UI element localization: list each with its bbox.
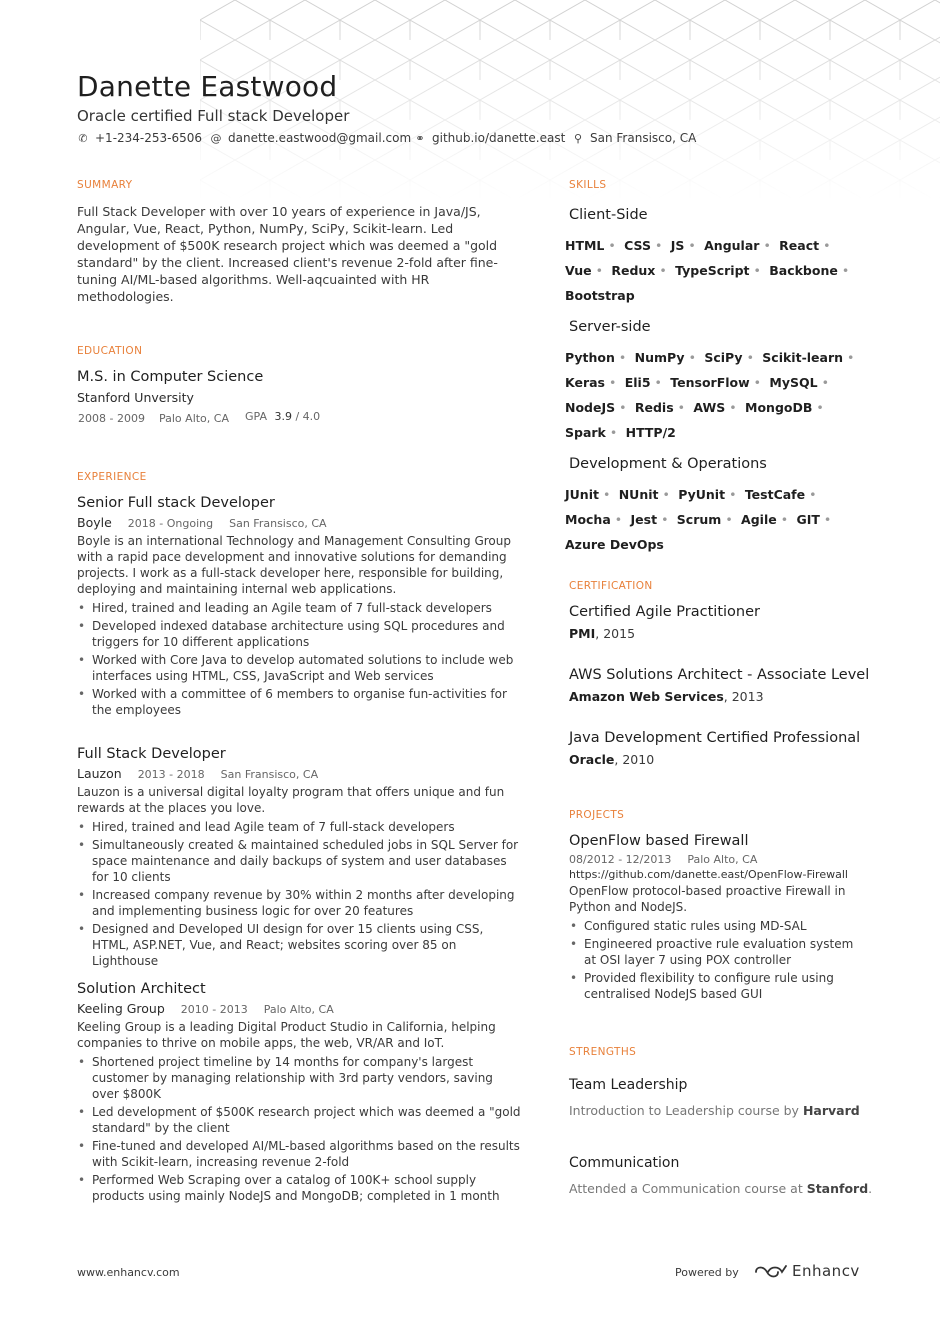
experience-heading: EXPERIENCE — [77, 471, 147, 483]
skill-tag: Vue — [565, 263, 592, 278]
skill-tags — [565, 345, 870, 445]
skill-tag: TypeScript — [675, 263, 750, 278]
skill-separator: • — [608, 238, 616, 253]
skill-separator: • — [688, 238, 696, 253]
projects-heading: PROJECTS — [569, 809, 625, 821]
job-description: Lauzon is a universal digital loyalty program that offers unique and fun rewards at the places you love. — [77, 785, 505, 815]
contact-location: ⚲ San Fransisco, CA — [573, 131, 697, 145]
skill-separator: • — [729, 400, 737, 415]
skill-separator: • — [753, 375, 762, 390]
skill-separator: • — [821, 375, 829, 390]
skill-tag: Mocha — [565, 512, 611, 527]
job-title: Senior Full stack Developer — [77, 495, 275, 511]
skill-separator: • — [654, 375, 662, 390]
skill-separator: • — [780, 512, 789, 527]
skill-tag: Python — [565, 350, 615, 365]
skill-tag: HTML — [565, 238, 605, 253]
project-dates: 08/2012 - 12/2013 — [569, 853, 672, 866]
candidate-headline: Oracle certified Full stack Developer — [77, 107, 350, 125]
skill-separator: • — [688, 350, 696, 365]
footer-powered-by: Powered by — [675, 1266, 739, 1279]
skill-tag: HTTP/2 — [625, 425, 676, 440]
list-item: • Developed indexed database architecture using SQL procedures and triggers for 10 different applications — [92, 618, 522, 650]
education-heading: EDUCATION — [77, 345, 143, 357]
skills-heading: SKILLS — [569, 179, 607, 191]
skill-separator: • — [614, 512, 623, 527]
certification-heading: CERTIFICATION — [569, 580, 653, 592]
contact-link[interactable]: ⚭ github.io/danette.east — [415, 131, 566, 145]
education-school: Stanford Unversity — [77, 390, 194, 405]
education-dates: 2008 - 2009 — [78, 412, 145, 425]
certification-title: Certified Agile Practitioner — [569, 604, 760, 620]
job-dates: 2013 - 2018 — [137, 768, 205, 781]
skill-separator: • — [729, 487, 737, 502]
skill-tag: NumPy — [634, 350, 685, 365]
job-company: Boyle — [77, 515, 112, 530]
job-description: Keeling Group is a leading Digital Product Studio in California, helping companies to thrive on mobile apps, the web, VR/AR and IoT. — [77, 1020, 496, 1050]
certification-issuer: PMI, 2015 — [569, 626, 636, 641]
job-location: San Fransisco, CA — [229, 517, 327, 530]
summary-heading: SUMMARY — [77, 179, 133, 191]
experience-entry — [77, 981, 522, 1206]
project-entry — [569, 833, 869, 1004]
skill-group-title: Development & Operations — [569, 456, 767, 472]
skill-separator: • — [655, 238, 663, 253]
education-location: Palo Alto, CA — [159, 412, 229, 425]
skill-tag: Redux — [611, 263, 656, 278]
contact-phone: ✆ +1-234-253-6506 — [78, 131, 203, 145]
summary-text: Full Stack Developer with over 10 years of experience in Java/JS, Angular, Vue, React, Python, NumPy, SciPy, Scikit-learn. Led development of $500K research project which was deemed a "gold standard" by the client. Increased client's revenue 2-fold after fine-tuning AI/ML-based algorithms. Well-aqcuainted with HR methodologies. — [77, 204, 498, 304]
skill-group-title: Server-side — [569, 319, 651, 335]
education-gpa: GPA 3.9 / 4.0 — [245, 410, 321, 423]
project-title: OpenFlow based Firewall — [569, 833, 749, 849]
list-item: • Led development of $500K research project which was deemed a "gold standard" by the client — [92, 1104, 522, 1136]
footer-brand[interactable]: Enhancv — [792, 1262, 860, 1280]
project-location: Palo Alto, CA — [687, 853, 758, 866]
job-location: San Fransisco, CA — [220, 768, 319, 781]
list-item: • Engineered proactive rule evaluation system at OSI layer 7 using POX controller — [584, 936, 869, 968]
job-company: Keeling Group — [77, 1001, 165, 1016]
skill-separator: • — [809, 487, 817, 502]
footer-website[interactable]: www.enhancv.com — [77, 1266, 180, 1279]
job-title: Solution Architect — [77, 981, 206, 997]
strengths-heading: STRENGTHS — [569, 1046, 637, 1058]
phone-icon: ✆ — [78, 131, 88, 145]
enhancv-logo-icon — [754, 1263, 788, 1281]
skill-separator: • — [602, 487, 611, 502]
list-item: • Designed and Developed UI design for over 15 clients using CSS, HTML, ASP.NET, Vue, and React; websites scoring over 85 on Lighthouse — [92, 921, 522, 969]
certification-title: Java Development Certified Professional — [569, 730, 861, 746]
skill-separator: • — [823, 512, 832, 527]
skill-tag: Scikit-learn — [762, 350, 844, 365]
job-dates: 2010 - 2013 — [180, 1003, 248, 1016]
skill-tag: PyUnit — [678, 487, 726, 502]
skill-separator: • — [746, 350, 754, 365]
contact-email[interactable]: @ danette.eastwood@gmail.com — [210, 131, 412, 145]
strength-description: Introduction to Leadership course by Harvard — [569, 1103, 860, 1118]
project-url[interactable]: https://github.com/danette.east/OpenFlow-Firewall — [569, 868, 848, 881]
job-description: Boyle is an international Technology and Management Consulting Group with a rapid pace development and innovative solutions for demanding projects. I work as a full-stack developer here, responsible for building, deploying and maintaining internal web applications. — [77, 534, 511, 596]
list-item: • Simultaneously created & maintained scheduled jobs in SQL Server for space maintenance and daily backups of system and user databases for 10 clients — [92, 837, 522, 885]
project-description: OpenFlow protocol-based proactive Firewall in Python and NodeJS. — [569, 884, 846, 914]
skill-tag: Keras — [565, 375, 605, 390]
skill-separator: • — [677, 400, 686, 415]
list-item: • Hired, trained and leading an Agile team of 7 full-stack developers — [92, 600, 522, 616]
skill-tag: Jest — [630, 512, 658, 527]
skill-separator: • — [763, 238, 771, 253]
skill-separator: • — [816, 400, 824, 415]
skill-tag: Redis — [634, 400, 674, 415]
list-item: • Provided flexibility to configure rule using centralised NodeJS based GUI — [584, 970, 869, 1002]
skill-separator: • — [609, 425, 618, 440]
skill-separator: • — [595, 263, 603, 278]
list-item: • Shortened project timeline by 14 months for company's largest customer by managing relationship with 3rd party vendors, saving over $800K — [92, 1054, 522, 1102]
strength-title: Team Leadership — [569, 1077, 688, 1093]
skill-tag: Bootstrap — [565, 288, 635, 303]
job-dates: 2018 - Ongoing — [127, 517, 214, 530]
skill-tag: Angular — [704, 238, 760, 253]
skill-tag: Azure DevOps — [565, 537, 664, 552]
strength-description: Attended a Communication course at Stanford. — [569, 1181, 873, 1196]
skill-tag: NUnit — [618, 487, 659, 502]
job-title: Full Stack Developer — [77, 746, 226, 762]
skill-tag: AWS — [693, 400, 726, 415]
list-item: • Performed Web Scraping over a catalog of 100K+ school supply products using mainly NodeJS and MongoDB; completed in 1 month — [92, 1172, 522, 1204]
skill-separator: • — [659, 263, 667, 278]
skill-tag: Eli5 — [624, 375, 651, 390]
skill-separator: • — [661, 512, 669, 527]
skill-tag: MongoDB — [745, 400, 813, 415]
skill-group-title: Client-Side — [569, 207, 648, 223]
skill-tags — [565, 482, 870, 557]
skill-separator: • — [618, 350, 627, 365]
skill-tag: TensorFlow — [670, 375, 750, 390]
link-icon: ⚭ — [415, 131, 425, 145]
experience-entry — [77, 746, 522, 971]
skill-separator: • — [753, 263, 761, 278]
skill-separator: • — [662, 487, 670, 502]
list-item: • Hired, trained and lead Agile team of 7 full-stack developers — [92, 819, 522, 835]
skill-tags — [565, 233, 870, 308]
job-location: Palo Alto, CA — [263, 1003, 334, 1016]
skill-tag: Agile — [741, 512, 777, 527]
list-item: • Worked with a committee of 6 members to organise fun-activities for the employees — [92, 686, 522, 718]
skill-tag: React — [779, 238, 820, 253]
skill-separator: • — [847, 350, 855, 365]
at-icon: @ — [210, 131, 222, 145]
skill-tag: GIT — [796, 512, 820, 527]
skill-tag: CSS — [624, 238, 651, 253]
skill-tag: Spark — [565, 425, 606, 440]
skill-tag: TestCafe — [744, 487, 806, 502]
experience-entry — [77, 495, 522, 720]
location-pin-icon: ⚲ — [573, 131, 583, 145]
skill-tag: SciPy — [704, 350, 743, 365]
certification-issuer: Amazon Web Services, 2013 — [569, 689, 764, 704]
candidate-name: Danette Eastwood — [77, 70, 338, 103]
skill-tag: JS — [670, 238, 685, 253]
skill-tag: Scrum — [676, 512, 722, 527]
skill-tag: MySQL — [769, 375, 818, 390]
list-item: • Configured static rules using MD-SAL — [584, 918, 869, 934]
skill-separator: • — [608, 375, 617, 390]
job-company: Lauzon — [77, 766, 122, 781]
list-item: • Worked with Core Java to develop automated solutions to include web interfaces using HTML, CSS, JavaScript and Web services — [92, 652, 522, 684]
skill-tag: Backbone — [769, 263, 838, 278]
list-item: • Fine-tuned and developed AI/ML-based algorithms based on the results with Scikit-learn, increasing revenue 2-fold — [92, 1138, 522, 1170]
skill-separator: • — [725, 512, 733, 527]
certification-title: AWS Solutions Architect - Associate Level — [569, 667, 870, 683]
strength-title: Communication — [569, 1155, 680, 1171]
education-degree: M.S. in Computer Science — [77, 369, 264, 385]
skill-separator: • — [841, 263, 850, 278]
skill-separator: • — [823, 238, 831, 253]
list-item: • Increased company revenue by 30% within 2 months after developing and implementing business logic for over 20 features — [92, 887, 522, 919]
skill-tag: JUnit — [565, 487, 599, 502]
certification-issuer: Oracle, 2010 — [569, 752, 655, 767]
skill-tag: NodeJS — [565, 400, 616, 415]
skill-separator: • — [619, 400, 627, 415]
